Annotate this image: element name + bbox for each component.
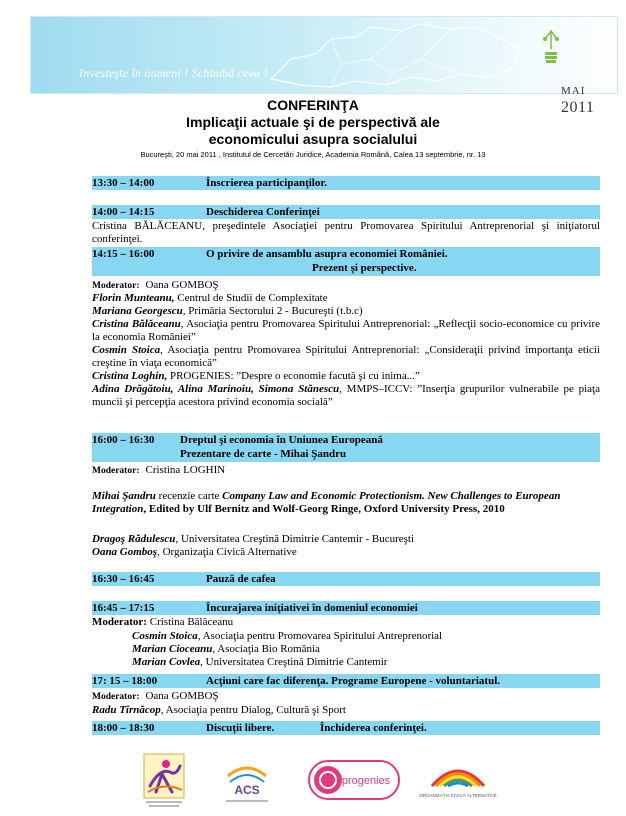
list-item [132,643,600,656]
speaker-name: Cristina Bălăceanu [92,318,181,330]
speaker-name: Marian Covlea [132,656,201,668]
venue-line: Bucureşti, 20 mai 2011 , Institutul de Cercetări Juridice, Academia Română, Calea 13 septembrie, nr. 13 [140,150,486,159]
moderator-label: Moderator: [92,281,140,291]
speaker-name: Cosmin Stoica [92,344,161,356]
session-label: Înscrierea participanţilor. [206,177,327,189]
session-label-2: Închiderea conferinţei. [320,722,427,734]
banner-slogan: Investeşte în oameni ! Schimbă ceva ! [79,66,268,80]
opening-text: Cristina BĂLĂCEANU, preşedintele Asociaţiei pentru Promovarea Spiritului Antreprenorial şi iniţiatorul conferinţei. [92,220,600,245]
list-item [92,383,600,409]
list-item [92,305,600,318]
session-time: 13:30 – 14:00 [92,177,155,189]
speaker-detail: , Universitatea Creştină Dimitrie Cantemir [200,656,388,668]
session-label-2: Prezent şi perspective. [312,262,417,274]
apsa-logo-icon [140,752,188,808]
speaker-detail: , Asociaţia pentru Dialog, Cultură şi Sport [160,704,346,716]
session-time: 14:15 – 16:00 [92,248,155,260]
moderator-label: Moderator: [92,692,140,702]
session-label: Pauză de cafea [206,573,276,585]
speaker-detail: , Asociaţia pentru Promovarea Spiritului Antreprenorial: „Consideraţii privind importanţa eticii creştine în viaţa economică” [92,344,600,369]
moderator-line [92,616,600,629]
europe-map-icon [261,19,531,91]
speaker-name: Florin Munteanu, [92,292,175,304]
speaker-name: Cosmin Stoica [132,630,198,642]
list-item [92,318,600,344]
speaker-name: Adina Drăgătoiu, Alina Marinoiu, Simona Stănescu [92,383,340,395]
speaker-name: Oana Gomboş [92,546,158,558]
list-item [92,533,600,546]
session-bar-closing [92,721,600,735]
speaker-detail: PROGENIES: ”Despre o economie facută şi cu inima...” [167,370,420,382]
book-review [92,490,600,516]
list-item [132,630,600,643]
book-mid: recenzie carte [155,490,223,502]
session-time: 16:30 – 16:45 [92,573,155,585]
moderator-name: Cristina Bălăceanu [149,616,234,628]
speaker-detail: , Asociaţia pentru Promovarea Spiritului Antreprenorial [197,630,443,642]
list-item [92,370,600,383]
banner-year: 2011 [561,99,595,116]
session-time: 16:00 – 16:30 [92,434,155,446]
alternative-logo-text: ORGANIZAŢIA CIVICĂ ALTERNATIVE [419,793,497,798]
speaker-detail: , Organizaţia Civică Alternative [157,546,297,558]
session-time: 18:00 – 18:30 [92,722,155,734]
subtitle-line-2: economicului asupra socialului [208,131,418,147]
progenies-logo-icon [308,760,400,800]
alternative-logo-icon [419,754,497,808]
session-time: 14:00 – 14:15 [92,206,155,218]
list-item [92,344,600,370]
session-bar-opening [92,205,600,219]
acs-logo-text: ACS [234,783,260,797]
session-label: Încurajarea iniţiativei în domeniul economiei [206,602,418,614]
speaker-name: Marian Cioceanu [132,643,213,655]
list-item [92,292,600,305]
moderator-name: Cristina LOGHIN [145,464,226,476]
subtitle-line-1: Implicaţii actuale şi de perspectivă ale [186,114,440,130]
moderator-label: Moderator: [92,616,147,628]
speaker-name: Cristina Loghin, [92,370,168,382]
session-bar-registration [92,176,600,190]
session-bar-overview [92,247,600,276]
list-item [132,656,600,669]
speaker-detail: , MMPS–ICCV: ”Inserţia grupurilor vulnerabile pe piaţa muncii şi percepţia acestora privind economia socială” [92,383,600,408]
moderator-name: Oana GOMBOŞ [145,279,219,291]
speaker-detail: , Asociaţia Bio România [212,643,320,655]
book-title: Company Law and Economic Protectionism. New Challenges to European Integration [92,490,561,515]
speaker-list [132,630,600,669]
partner-logos [0,752,626,812]
session-bar-coffee [92,572,600,586]
speaker-detail: , Asociaţia pentru Promovarea Spiritului Antreprenorial: „Reflecţii socio-economice cu privire la economia României” [92,318,601,343]
session-bar-actions [92,674,600,688]
speaker-name: Dragoş Rădulescu [92,533,176,545]
moderator-line [92,279,600,293]
acs-logo-icon [222,758,272,808]
session-bar-law [92,433,600,462]
speaker-detail: , Universitatea Creştină Dimitrie Cantemir - Bucureşti [175,533,415,545]
session-label: Deschiderea Conferinţei [206,206,320,218]
moderator-line [92,690,600,704]
moderator-name: Oana GOMBOŞ [145,690,219,702]
session-label: O privire de ansamblu asupra economiei României. [206,248,448,260]
session-label: Dreptul şi economia în Uniunea Europeană [180,434,383,446]
list-item [92,546,600,559]
book-rest: , Edited by Ulf Bernitz and Wolf-Georg Ringe, Oxford University Press, 2010 [143,503,505,515]
book-author: Mihai Şandru [92,490,156,502]
session-time: 16:45 – 17:15 [92,602,155,614]
speaker-name: Radu Tîrnăcop [92,704,161,716]
session-time: 17: 15 – 18:00 [92,675,158,687]
speaker-list [92,292,600,409]
speaker-list [92,533,600,559]
progenies-logo-text: progenies [341,775,391,787]
list-item [92,704,600,717]
banner-month: MAI [561,85,586,97]
session-label-2: Prezentare de carte - Mihai Şandru [180,448,347,460]
lightbulb-icon [531,21,571,73]
moderator-label: Moderator: [92,466,140,476]
page-subtitle [0,114,626,148]
speaker-name: Mariana Georgescu [92,305,183,317]
session-bar-initiative [92,601,600,615]
page-title: CONFERINŢA [267,97,359,113]
session-label: Discuţii libere. [206,722,275,734]
speaker-detail: Centrul de Studii de Complexitate [174,292,328,304]
speaker-detail: , Primăria Sectorului 2 - Bucureşti (t.b.c) [182,305,363,317]
session-label: Acţiuni care fac diferenţa. Programe Europene - voluntariatul. [206,675,501,687]
speaker-list [92,704,600,717]
moderator-line [92,464,600,478]
